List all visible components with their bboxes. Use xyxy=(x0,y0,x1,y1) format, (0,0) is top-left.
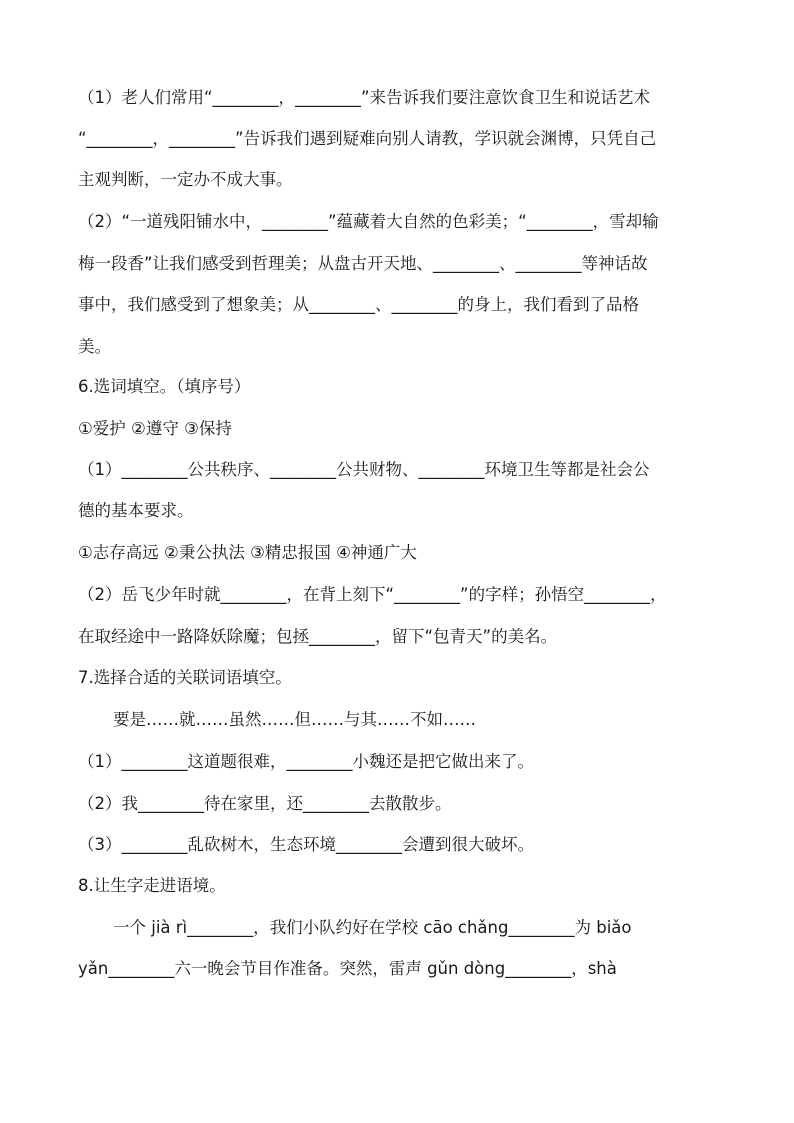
q7-word-bank: 要是……就……虽然……但……与其……不如…… xyxy=(113,710,476,729)
q5-part1-line2: “________，________”告诉我们遇到疑难向别人请教，学识就会渊博，只凭自己 xyxy=(78,129,657,148)
q7-item-1: （1）________这道题很难，________小魏还是把它做出来了。 xyxy=(78,752,534,771)
q7-item-3: （3）________乱砍树木，生态环境________会遭到很大破坏。 xyxy=(78,835,534,854)
q6-heading: 6.选词填空。（填序号） xyxy=(78,377,251,396)
q8-passage-line2: yǎn________六一晚会节目作准备。突然，雷声 gǔn dòng________，shà xyxy=(78,959,617,978)
q5-part2-line2: 梅一段香”让我们感受到哲理美；从盘古开天地、________、________等神话故 xyxy=(78,254,648,273)
q7-heading: 7.选择合适的关联词语填空。 xyxy=(78,668,292,687)
q6-part1-line2: 德的基本要求。 xyxy=(78,501,194,520)
q5-part2-line4: 美。 xyxy=(78,337,111,356)
q8-passage-line1: 一个 jià rì________，我们小队约好在学校 cāo chǎng________为 biǎo xyxy=(113,918,632,937)
q7-item-2: （2）我________待在家里，还________去散散步。 xyxy=(78,794,452,813)
q6-options-2: ①志存高远 ②秉公执法 ③精忠报国 ④神通广大 xyxy=(78,543,417,562)
q5-part1-line3: 主观判断，一定办不成大事。 xyxy=(78,170,293,189)
q5-part1-line1: （1）老人们常用“________，________”来告诉我们要注意饮食卫生和说话艺术 xyxy=(78,88,651,107)
q8-heading: 8.让生字走进语境。 xyxy=(78,876,226,895)
q6-options-1: ①爱护 ②遵守 ③保持 xyxy=(78,419,232,438)
q6-part2-line2: 在取经途中一路降妖除魔；包拯________，留下“包青天”的美名。 xyxy=(78,627,558,646)
q5-part2-line3: 事中，我们感受到了想象美；从________、________的身上，我们看到了品格 xyxy=(78,295,639,314)
q6-part1-line1: （1）________公共秩序、________公共财物、________环境卫生等都是社会公 xyxy=(78,460,650,479)
q5-part2-line1: （2）“一道残阳铺水中，________”蕴藏着大自然的色彩美；“________，雪却输 xyxy=(78,212,659,231)
q6-part2-line1: （2）岳飞少年时就________，在背上刻下“________”的字样；孙悟空________， xyxy=(78,585,667,604)
